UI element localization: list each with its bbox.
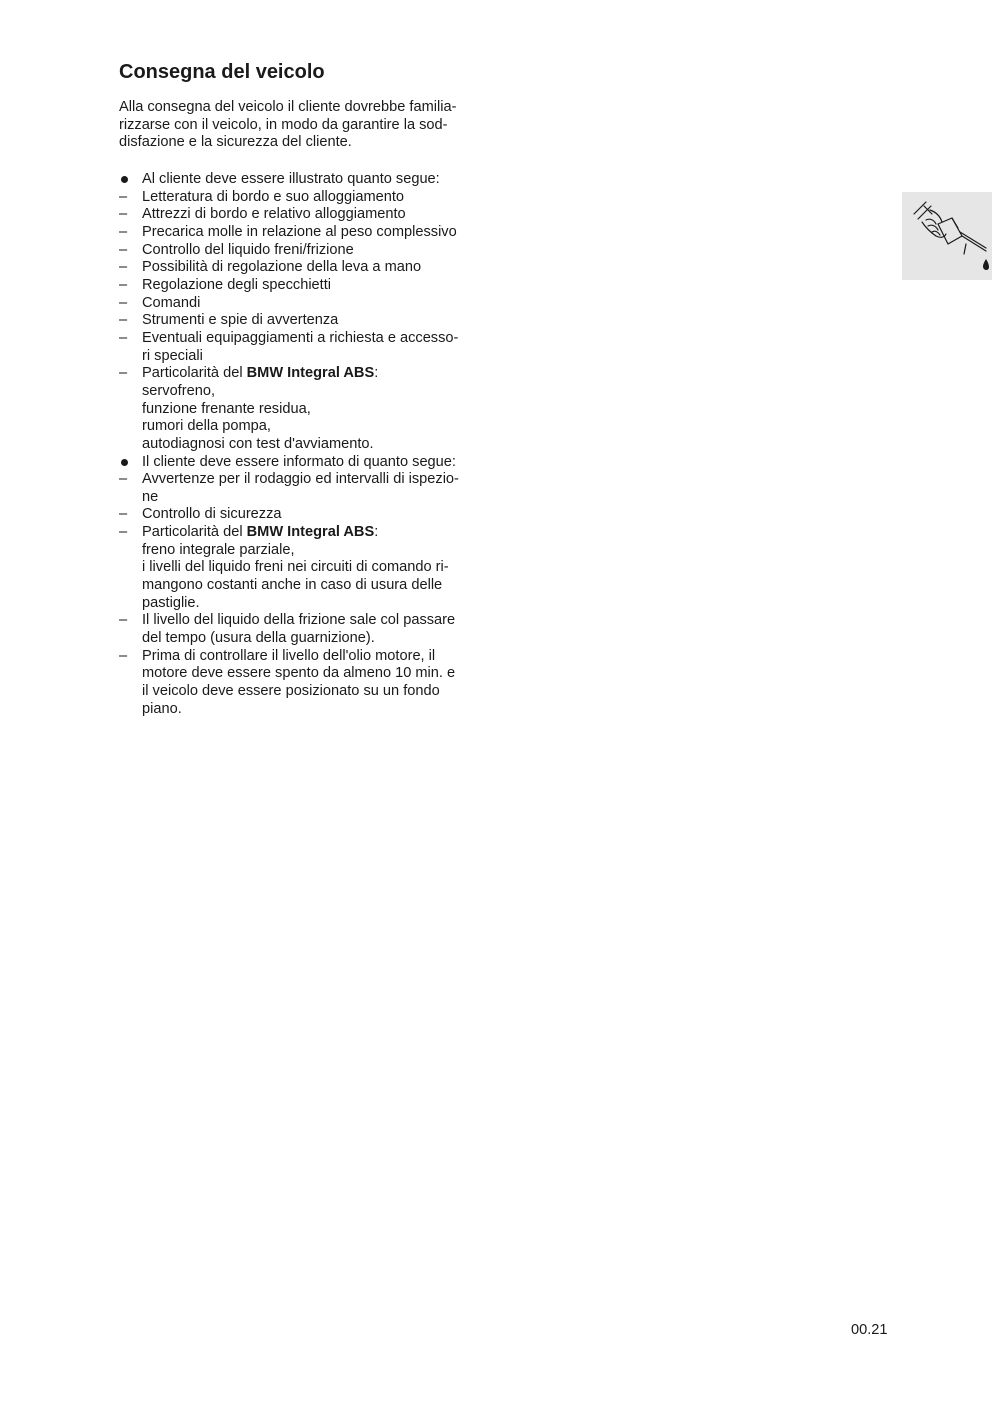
item-line: Strumenti e spie di avvertenza	[142, 312, 339, 329]
item-line: Controllo di sicurezza	[142, 506, 282, 523]
dash-marker: –	[119, 223, 128, 240]
item-line: i livelli del liquido freni nei circuiti di comando ri-	[142, 559, 449, 576]
item-line: Eventuali equipaggiamenti a richiesta e accesso-	[142, 329, 459, 346]
dash-marker: –	[119, 276, 128, 293]
dash-marker: –	[119, 312, 128, 329]
dash-item	[119, 189, 519, 207]
bullet-item	[119, 171, 519, 189]
intro-paragraph	[119, 99, 509, 152]
item-line: Possibilità di regolazione della leva a mano	[142, 259, 422, 276]
dash-item	[119, 206, 519, 224]
page-title: Consegna del veicolo	[119, 61, 325, 83]
intro-line: disfazione e la sicurezza del cliente.	[119, 134, 352, 151]
intro-line: rizzarse con il veicolo, in modo da garantire la sod-	[119, 116, 448, 133]
dash-marker: –	[119, 188, 128, 205]
intro-line: Alla consegna del veicolo il cliente dovrebbe familia-	[119, 99, 457, 115]
dash-item	[119, 330, 519, 365]
item-line: Comandi	[142, 294, 201, 311]
item-line: il veicolo deve essere posizionato su un fondo	[142, 683, 440, 700]
item-line: pastiglie.	[142, 594, 200, 611]
item-line: Il livello del liquido della frizione sale col passare	[142, 612, 456, 629]
dash-marker: –	[119, 294, 128, 311]
dash-item	[119, 471, 519, 506]
bullet-item	[119, 454, 519, 472]
item-line: Letteratura di bordo e suo alloggiamento	[142, 188, 405, 205]
dash-item	[119, 648, 519, 719]
item-line: piano.	[142, 700, 182, 717]
item-line: servofreno,	[142, 382, 216, 399]
item-prefix: Particolarità del	[142, 524, 247, 541]
item-line: ri speciali	[142, 347, 203, 364]
dash-marker: –	[119, 471, 128, 488]
dash-item	[119, 224, 519, 242]
item-line: rumori della pompa,	[142, 418, 271, 435]
dash-item	[119, 295, 519, 313]
dash-item	[119, 612, 519, 647]
dash-item	[119, 242, 519, 260]
oil-can-hand-icon	[902, 192, 992, 280]
dash-marker: –	[119, 612, 128, 629]
item-line: Precarica molle in relazione al peso complessivo	[142, 223, 457, 240]
dash-marker: –	[119, 241, 128, 258]
dash-item	[119, 506, 519, 524]
item-line: Controllo del liquido freni/frizione	[142, 241, 354, 258]
page-number: 00.21	[851, 1322, 888, 1338]
dash-item	[119, 524, 519, 612]
dash-marker: –	[119, 365, 128, 382]
item-line: Al cliente deve essere illustrato quanto segue:	[142, 171, 440, 187]
delivery-checklist	[119, 171, 519, 718]
item-line: ne	[142, 488, 159, 505]
item-line: Prima di controllare il livello dell'olio motore, il	[142, 647, 436, 664]
dash-marker: –	[119, 506, 128, 523]
item-line: Regolazione degli specchietti	[142, 276, 332, 293]
item-line: mangono costanti anche in caso di usura delle	[142, 577, 443, 594]
item-line: motore deve essere spento da almeno 10 min. e	[142, 665, 456, 682]
item-suffix: :	[374, 365, 379, 382]
item-suffix: :	[374, 524, 379, 541]
section-tab	[902, 192, 992, 280]
dash-marker: –	[119, 524, 128, 541]
item-line: funzione frenante residua,	[142, 400, 311, 417]
dash-item	[119, 365, 519, 453]
item-line: Attrezzi di bordo e relativo alloggiamento	[142, 206, 406, 223]
item-line: Il cliente deve essere informato di quanto segue:	[142, 453, 456, 470]
item-line: Avvertenze per il rodaggio ed intervalli di ispezio-	[142, 471, 459, 488]
item-line: freno integrale parziale,	[142, 541, 295, 558]
dash-marker: –	[119, 259, 128, 276]
item-line: del tempo (usura della guarnizione).	[142, 630, 375, 647]
dash-item	[119, 312, 519, 330]
item-bold-term: BMW Integral ABS	[246, 365, 375, 382]
item-heading-line	[142, 365, 519, 383]
dash-marker: –	[119, 647, 128, 664]
item-bold-term: BMW Integral ABS	[246, 524, 375, 541]
item-prefix: Particolarità del	[142, 365, 247, 382]
item-line: autodiagnosi con test d'avviamento.	[142, 435, 374, 452]
dash-item	[119, 277, 519, 295]
dash-marker: –	[119, 329, 128, 346]
dash-item	[119, 259, 519, 277]
item-heading-line	[142, 524, 519, 542]
dash-marker: –	[119, 206, 128, 223]
